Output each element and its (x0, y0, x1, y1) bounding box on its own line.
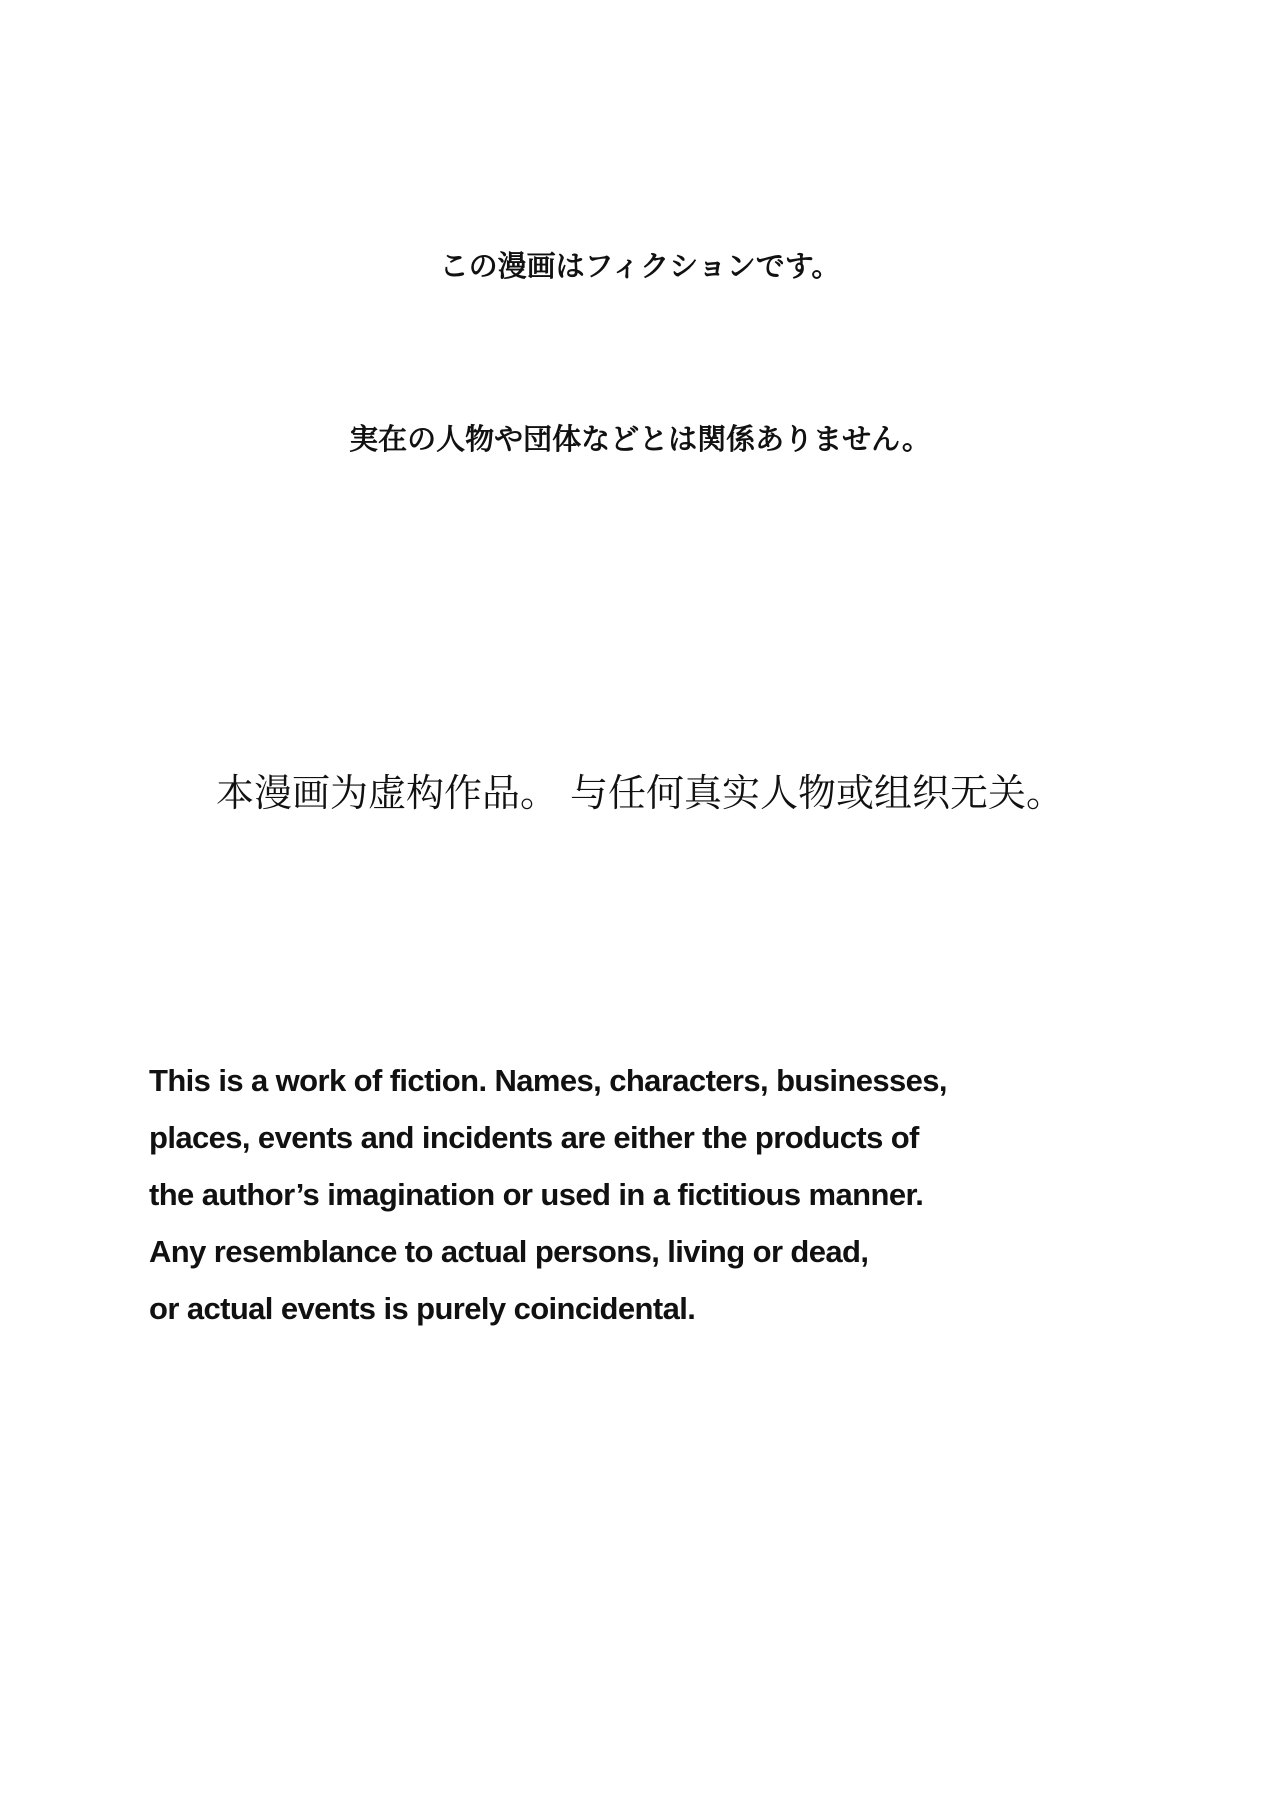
english-disclaimer (149, 1052, 1149, 1337)
english-disclaimer-line-2: places, events and incidents are either the products of (149, 1120, 919, 1155)
japanese-disclaimer-line-1: この漫画はフィクションです。 (439, 249, 841, 283)
english-disclaimer-line-1: This is a work of fiction. Names, characters, businesses, (149, 1063, 947, 1098)
english-disclaimer-line-3: the author’s imagination or used in a fictitious manner. (149, 1177, 924, 1212)
chinese-disclaimer: 本漫画为虚构作品。 与任何真实人物或组织无关。 (215, 771, 1065, 815)
english-disclaimer-line-5: or actual events is purely coincidental. (149, 1291, 696, 1326)
english-disclaimer-line-4: Any resemblance to actual persons, living or dead, (149, 1234, 869, 1269)
japanese-disclaimer-line-2: 実在の人物や団体などとは関係ありません。 (349, 422, 931, 456)
